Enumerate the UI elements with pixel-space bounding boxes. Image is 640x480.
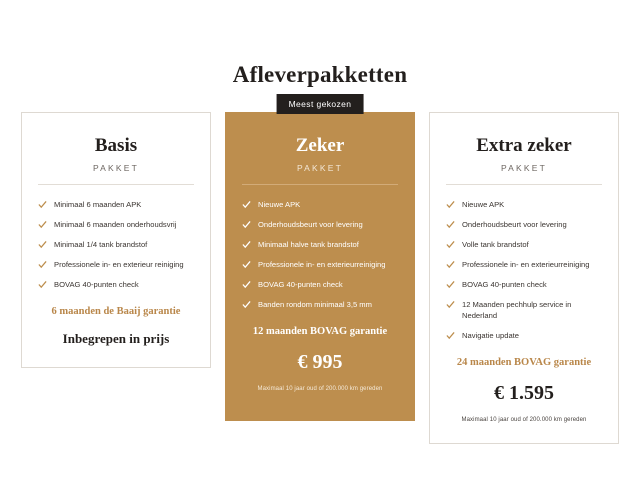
check-icon <box>446 260 455 269</box>
check-icon <box>446 280 455 289</box>
fineprint-label: Maximaal 10 jaar oud of 200.000 km gereden <box>257 386 383 392</box>
feature-label: Navigatie update <box>462 331 519 340</box>
check-icon <box>242 240 251 249</box>
feature-label: Volle tank brandstof <box>462 240 529 249</box>
feature-list <box>242 199 398 310</box>
package-title: Extra zeker <box>476 135 572 156</box>
feature-label: Nieuwe APK <box>462 200 505 209</box>
check-icon <box>38 200 47 209</box>
list-item <box>38 239 194 250</box>
price-label: Inbegrepen in prijs <box>62 331 170 346</box>
check-icon <box>242 260 251 269</box>
check-icon <box>38 260 47 269</box>
feature-label: 12 Maanden pechhulp service in Nederland <box>462 300 572 320</box>
feature-label: Banden rondom minimaal 3,5 mm <box>258 300 372 309</box>
list-item <box>446 199 602 210</box>
list-item <box>38 279 194 290</box>
list-item <box>242 279 398 290</box>
list-item <box>242 239 398 250</box>
package-title: Basis <box>94 135 138 156</box>
price-label: € 1.595 <box>494 382 554 404</box>
list-item <box>446 330 602 341</box>
check-icon <box>446 220 455 229</box>
feature-label: BOVAG 40-punten check <box>462 280 547 289</box>
list-item <box>38 199 194 210</box>
check-icon <box>38 240 47 249</box>
status-badge: Meest gekozen <box>277 94 364 114</box>
package-card-zeker[interactable] <box>225 99 415 421</box>
package-cards <box>0 99 640 444</box>
package-subtitle: PAKKET <box>242 163 398 185</box>
feature-label: Minimaal halve tank brandstof <box>258 240 359 249</box>
check-icon <box>446 331 455 340</box>
package-card-basis[interactable] <box>21 112 211 368</box>
check-icon <box>38 280 47 289</box>
guarantee-label: 24 maanden BOVAG garantie <box>456 357 592 368</box>
feature-label: Professionele in- en exterieur reiniging <box>54 260 184 269</box>
check-icon <box>38 220 47 229</box>
feature-list <box>38 199 194 290</box>
check-icon <box>242 280 251 289</box>
package-card-extra-zeker[interactable] <box>429 112 619 444</box>
feature-label: Onderhoudsbeurt voor levering <box>258 220 363 229</box>
check-icon <box>446 240 455 249</box>
list-item <box>446 279 602 290</box>
list-item <box>446 259 602 270</box>
check-icon <box>242 300 251 309</box>
feature-label: BOVAG 40-punten check <box>258 280 343 289</box>
feature-label: Minimaal 1/4 tank brandstof <box>54 240 148 249</box>
feature-label: Nieuwe APK <box>258 200 301 209</box>
check-icon <box>242 220 251 229</box>
list-item <box>446 239 602 250</box>
feature-list <box>446 199 602 341</box>
feature-label: Minimaal 6 maanden onderhoudsvrij <box>54 220 177 229</box>
list-item <box>242 199 398 210</box>
feature-label: Minimaal 6 maanden APK <box>54 200 142 209</box>
guarantee-label: 12 maanden BOVAG garantie <box>252 326 388 337</box>
list-item <box>38 219 194 230</box>
list-item <box>446 219 602 230</box>
list-item <box>242 259 398 270</box>
fineprint-label: Maximaal 10 jaar oud of 200.000 km gereden <box>461 417 587 423</box>
package-subtitle: PAKKET <box>38 163 194 185</box>
page-title: Afleverpakketten <box>232 62 408 87</box>
check-icon <box>446 300 455 309</box>
feature-label: Professionele in- en exterieurreiniging <box>462 260 590 269</box>
feature-label: Onderhoudsbeurt voor levering <box>462 220 567 229</box>
list-item <box>242 299 398 310</box>
package-title: Zeker <box>295 135 345 156</box>
check-icon <box>242 200 251 209</box>
feature-label: BOVAG 40-punten check <box>54 280 139 289</box>
package-subtitle: PAKKET <box>446 163 602 185</box>
list-item <box>38 259 194 270</box>
list-item <box>446 299 602 321</box>
check-icon <box>446 200 455 209</box>
feature-label: Professionele in- en exterieurreiniging <box>258 260 386 269</box>
list-item <box>242 219 398 230</box>
guarantee-label: 6 maanden de Baaij garantie <box>51 306 181 317</box>
afleverpakketten-page <box>0 62 640 480</box>
price-label: € 995 <box>297 351 343 373</box>
